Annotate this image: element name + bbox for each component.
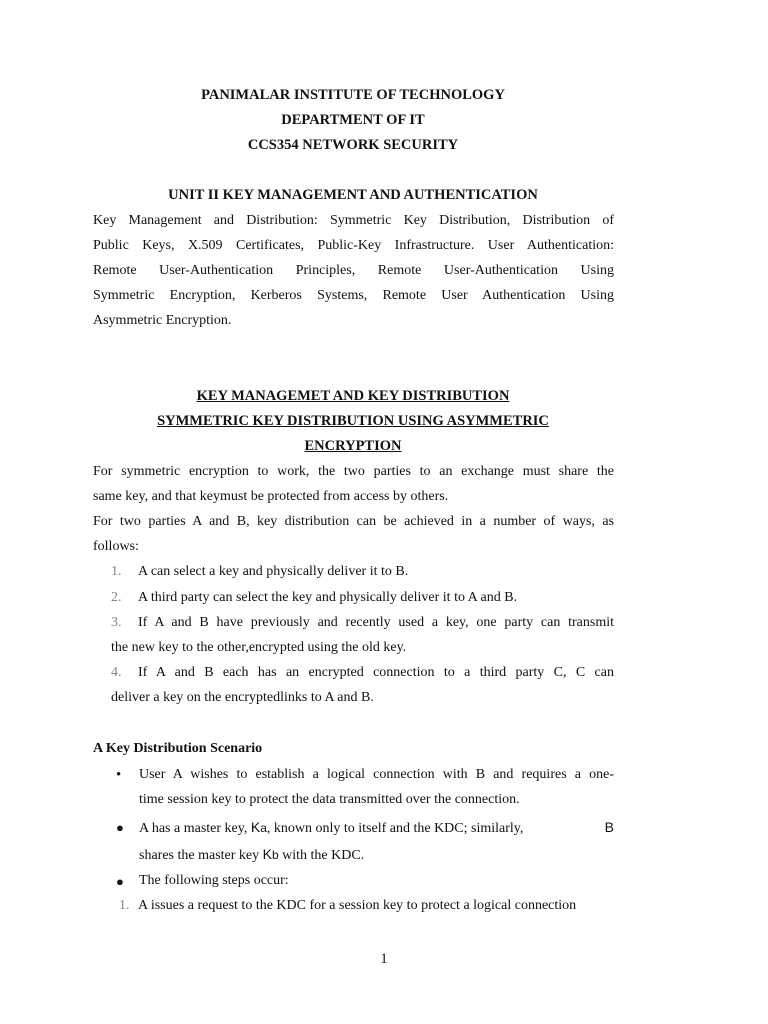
bullet-text-part: with the KDC. <box>278 848 365 863</box>
list-number: 1. <box>111 564 122 579</box>
scenario-title: A Key Distribution Scenario <box>93 741 263 756</box>
step-number: 1. <box>119 898 130 913</box>
page-number: 1 <box>380 951 388 967</box>
bullet-text-part: shares the master key <box>139 848 263 863</box>
step-text: A issues a request to the KDC for a session key to protect a logical connection <box>138 898 577 913</box>
kb-subscript: b <box>271 848 279 862</box>
section-title: KEY MANAGEMET AND KEY DISTRIBUTION <box>196 388 510 404</box>
list-text-cont: the new key to the other,encrypted using the old key. <box>111 640 407 655</box>
ka-symbol: K <box>250 819 261 835</box>
course-title: CCS354 NETWORK SECURITY <box>247 137 459 153</box>
bullet-text-cont: time session key to protect the data transmitted over the connection. <box>139 792 520 807</box>
bullet-text-part: , known only to itself and the KDC; similarly, <box>266 821 524 836</box>
bullet-text-part: A has a master key, <box>139 821 251 836</box>
section-subtitle: SYMMETRIC KEY DISTRIBUTION USING ASYMMETRIC <box>157 413 549 429</box>
list-text: If A and B each has an encrypted connection to a third party C, C can <box>138 665 614 680</box>
list-number: 2. <box>111 590 122 605</box>
bullet-text <box>139 819 614 837</box>
bullet-icon: • <box>116 767 122 783</box>
ka-subscript: a <box>260 821 267 835</box>
step-item <box>119 898 614 914</box>
intro-line: For symmetric encryption to work, the two parties to an exchange must share the <box>93 464 614 479</box>
ways-line: follows: <box>93 539 139 554</box>
bullet-text: The following steps occur: <box>139 873 289 888</box>
b-letter: B <box>604 819 614 835</box>
institute-name: PANIMALAR INSTITUTE OF TECHNOLOGY <box>201 87 505 103</box>
ways-line: For two parties A and B, key distribution can be achieved in a number of ways, as <box>93 514 614 529</box>
bullet-icon: ● <box>116 820 124 835</box>
syllabus-line: Asymmetric Encryption. <box>93 313 232 328</box>
list-number: 3. <box>111 615 122 630</box>
syllabus-line: Key Management and Distribution: Symmetric Key Distribution, Distribution of <box>93 213 614 228</box>
list-item <box>111 615 614 631</box>
unit-title: UNIT II KEY MANAGEMENT AND AUTHENTICATION <box>168 187 538 203</box>
list-item <box>111 665 614 681</box>
list-item <box>111 590 614 606</box>
bullet-text-cont <box>139 846 614 864</box>
syllabus-line: Symmetric Encryption, Kerberos Systems, Remote User Authentication Using <box>93 288 614 303</box>
list-text-cont: deliver a key on the encryptedlinks to A and B. <box>111 690 374 705</box>
kb-symbol: K <box>262 846 272 862</box>
section-subtitle-cont: ENCRYPTION <box>304 438 402 454</box>
bullet-text: User A wishes to establish a logical connection with B and requires a one- <box>139 767 614 782</box>
bullet-icon: ● <box>116 874 124 889</box>
intro-line: same key, and that keymust be protected from access by others. <box>93 489 449 504</box>
syllabus-line: Public Keys, X.509 Certificates, Public-Key Infrastructure. User Authentication: <box>93 238 614 253</box>
list-text: A third party can select the key and physically deliver it to A and B. <box>138 590 518 605</box>
list-number: 4. <box>111 665 122 680</box>
list-item <box>111 564 614 580</box>
list-text: A can select a key and physically deliver it to B. <box>138 564 409 579</box>
list-text: If A and B have previously and recently used a key, one party can transmit <box>138 615 614 630</box>
syllabus-line: Remote User-Authentication Principles, Remote User-Authentication Using <box>93 263 614 278</box>
department-name: DEPARTMENT OF IT <box>281 112 425 128</box>
